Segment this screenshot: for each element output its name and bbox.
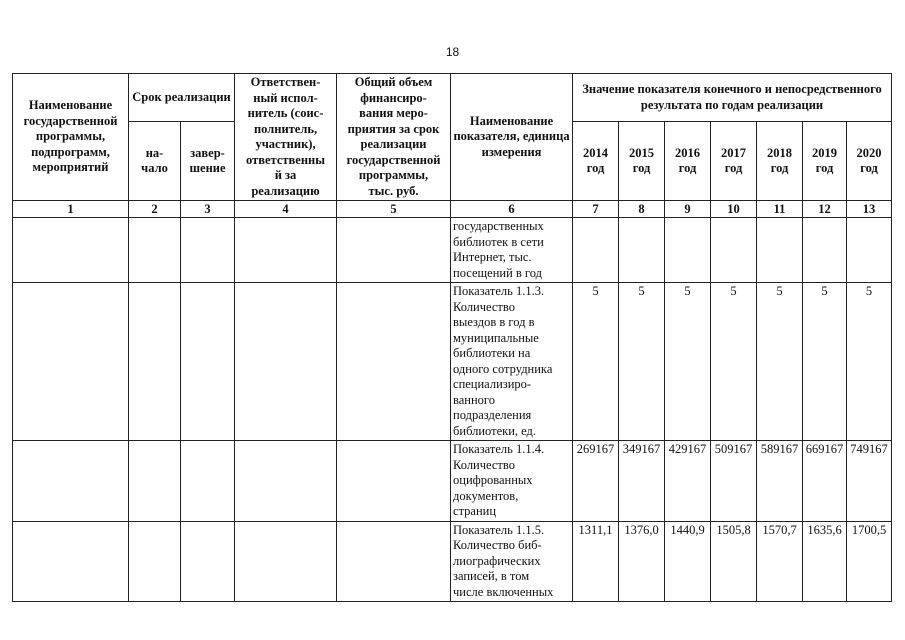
responsible-cell — [235, 283, 337, 441]
header-indicator-name: Наименование показателя, единица измерения — [451, 74, 573, 201]
program-name-cell — [13, 521, 129, 602]
header-year-2019: 2019 год — [803, 122, 847, 201]
header-term-end: завер- шение — [181, 122, 235, 201]
value-cell: 5 — [573, 283, 619, 441]
value-cell: 429167 — [665, 441, 711, 522]
value-cell: 749167 — [847, 441, 892, 522]
value-cell: 5 — [847, 283, 892, 441]
funding-cell — [337, 441, 451, 522]
column-number: 9 — [665, 201, 711, 218]
column-number: 12 — [803, 201, 847, 218]
program-name-cell — [13, 283, 129, 441]
term-start-cell — [129, 283, 181, 441]
value-cell: 5 — [757, 283, 803, 441]
header-indicator-values: Значение показателя конечного и непосредственного результата по годам реализации — [573, 74, 892, 122]
value-cell — [619, 218, 665, 283]
term-start-cell — [129, 218, 181, 283]
column-number: 8 — [619, 201, 665, 218]
header-year-2016: 2016 год — [665, 122, 711, 201]
value-cell: 1700,5 — [847, 521, 892, 602]
column-number: 1 — [13, 201, 129, 218]
indicator-cell: Показатель 1.1.4. Количество оцифрованных документов, страниц — [451, 441, 573, 522]
value-cell: 1311,1 — [573, 521, 619, 602]
table-row — [13, 283, 892, 441]
value-cell — [711, 218, 757, 283]
header-term: Срок реализации — [129, 74, 235, 122]
value-cell: 589167 — [757, 441, 803, 522]
column-number: 5 — [337, 201, 451, 218]
value-cell: 1376,0 — [619, 521, 665, 602]
value-cell: 5 — [665, 283, 711, 441]
term-end-cell — [181, 441, 235, 522]
column-number: 11 — [757, 201, 803, 218]
value-cell — [803, 218, 847, 283]
table-row — [13, 218, 892, 283]
funding-cell — [337, 218, 451, 283]
column-number: 7 — [573, 201, 619, 218]
value-cell: 509167 — [711, 441, 757, 522]
indicator-table — [12, 73, 892, 602]
value-cell: 5 — [711, 283, 757, 441]
header-year-2015: 2015 год — [619, 122, 665, 201]
column-number: 4 — [235, 201, 337, 218]
term-start-cell — [129, 521, 181, 602]
column-number: 3 — [181, 201, 235, 218]
header-term-start: на- чало — [129, 122, 181, 201]
column-number: 6 — [451, 201, 573, 218]
value-cell: 1635,6 — [803, 521, 847, 602]
value-cell: 1505,8 — [711, 521, 757, 602]
value-cell — [573, 218, 619, 283]
program-name-cell — [13, 218, 129, 283]
value-cell — [665, 218, 711, 283]
term-start-cell — [129, 441, 181, 522]
page-number: 18 — [445, 45, 460, 59]
value-cell: 5 — [803, 283, 847, 441]
value-cell: 5 — [619, 283, 665, 441]
value-cell — [757, 218, 803, 283]
indicator-cell: государственных библиотек в сети Интернет, тыс. посещений в год — [451, 218, 573, 283]
funding-cell — [337, 283, 451, 441]
value-cell — [847, 218, 892, 283]
indicator-cell: Показатель 1.1.3. Количество выездов в год в муниципальные библиотеки на одного сотрудника специализиро- ванного подразделения библиотеки, ед. — [451, 283, 573, 441]
column-number: 13 — [847, 201, 892, 218]
table-row — [13, 521, 892, 602]
program-name-cell — [13, 441, 129, 522]
header-year-2020: 2020 год — [847, 122, 892, 201]
column-number: 10 — [711, 201, 757, 218]
value-cell: 1440,9 — [665, 521, 711, 602]
term-end-cell — [181, 218, 235, 283]
funding-cell — [337, 521, 451, 602]
header-year-2018: 2018 год — [757, 122, 803, 201]
responsible-cell — [235, 218, 337, 283]
column-number: 2 — [129, 201, 181, 218]
value-cell: 669167 — [803, 441, 847, 522]
column-number-row — [13, 201, 892, 218]
indicator-cell: Показатель 1.1.5. Количество биб- лиографических записей, в том числе включенных — [451, 521, 573, 602]
value-cell: 1570,7 — [757, 521, 803, 602]
header-responsible: Ответствен- ный испол- нитель (соис- полнитель, участник), ответственны й за реализацию — [235, 74, 337, 201]
table-row — [13, 441, 892, 522]
header-year-2014: 2014 год — [573, 122, 619, 201]
header-year-2017: 2017 год — [711, 122, 757, 201]
value-cell: 349167 — [619, 441, 665, 522]
header-funding-volume: Общий объем финансиро- вания меро- приятия за срок реализации государственной программы, тыс. руб. — [337, 74, 451, 201]
term-end-cell — [181, 521, 235, 602]
value-cell: 269167 — [573, 441, 619, 522]
responsible-cell — [235, 441, 337, 522]
header-program-name: Наименование государственной программы, подпрограмм, мероприятий — [13, 74, 129, 201]
responsible-cell — [235, 521, 337, 602]
term-end-cell — [181, 283, 235, 441]
